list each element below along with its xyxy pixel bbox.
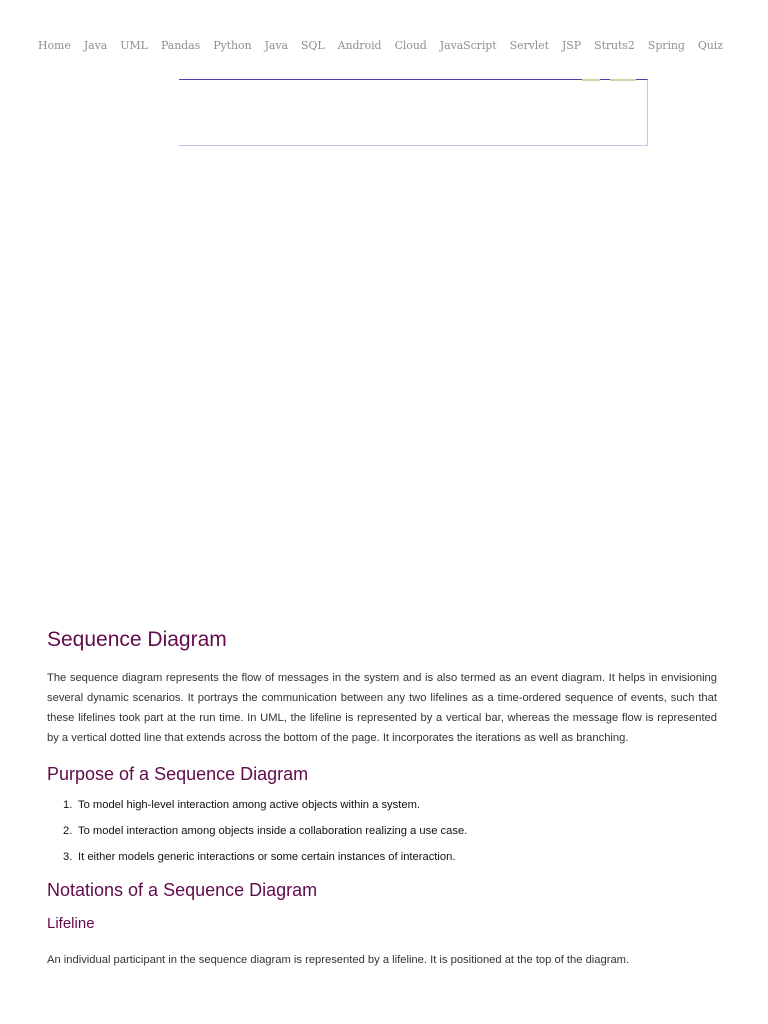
ad-banner-frame[interactable] <box>179 79 648 146</box>
list-item-text: To model interaction among objects inside a collaboration realizing a use case. <box>78 825 468 837</box>
list-item <box>63 798 717 812</box>
nav-link-java[interactable]: Java <box>83 38 108 52</box>
nav-link-servlet[interactable]: Servlet <box>509 38 549 52</box>
nav-link-cloud[interactable]: Cloud <box>394 38 427 52</box>
list-item-number: 3. <box>63 851 73 863</box>
lifeline-heading: Lifeline <box>47 915 95 932</box>
nav-link-java-2[interactable]: Java <box>264 38 288 52</box>
nav-link-jsp[interactable]: JSP <box>562 38 582 52</box>
list-item <box>63 824 717 838</box>
list-item-text: To model high-level interaction among active objects within a system. <box>78 799 421 811</box>
list-item <box>63 850 717 864</box>
intro-paragraph: The sequence diagram represents the flow of messages in the system and is also termed as an event diagram. It helps in envisioning several dynamic scenarios. It portrays the communication between any two lifelines as a time-ordered sequence of events, such that these lifelines took part at the run time. In UML, the lifeline is represented by a vertical bar, whereas the message flow is represented by a vertical dotted line that extends across the bottom of the page. It incorporates the iterations as well as branching. <box>47 672 717 744</box>
nav-link-pandas[interactable]: Pandas <box>160 38 201 52</box>
purpose-heading: Purpose of a Sequence Diagram <box>47 764 309 784</box>
nav-link-home[interactable]: Home <box>38 38 71 52</box>
article-content <box>47 626 717 968</box>
nav-link-android[interactable]: Android <box>337 38 382 52</box>
purpose-list <box>47 798 717 864</box>
nav-link-struts2[interactable]: Struts2 <box>594 38 635 52</box>
nav-link-sql[interactable]: SQL <box>301 38 325 52</box>
lifeline-paragraph: An individual participant in the sequence diagram is represented by a lifeline. It is positioned at the top of the diagram. <box>47 954 630 966</box>
nav-link-quiz[interactable]: Quiz <box>697 38 723 52</box>
list-item-text: It either models generic interactions or some certain instances of interaction. <box>78 851 456 863</box>
nav-link-javascript[interactable]: JavaScript <box>439 38 497 52</box>
nav-link-python[interactable]: Python <box>213 38 252 52</box>
page-title: Sequence Diagram <box>47 628 227 651</box>
nav-link-spring[interactable]: Spring <box>647 38 685 52</box>
notations-heading: Notations of a Sequence Diagram <box>47 880 318 900</box>
top-navigation <box>0 30 768 60</box>
nav-link-uml[interactable]: UML <box>120 38 148 52</box>
list-item-number: 2. <box>63 825 73 837</box>
ad-frame-accent <box>582 79 600 81</box>
list-item-number: 1. <box>63 799 73 811</box>
ad-frame-accent <box>610 79 636 81</box>
